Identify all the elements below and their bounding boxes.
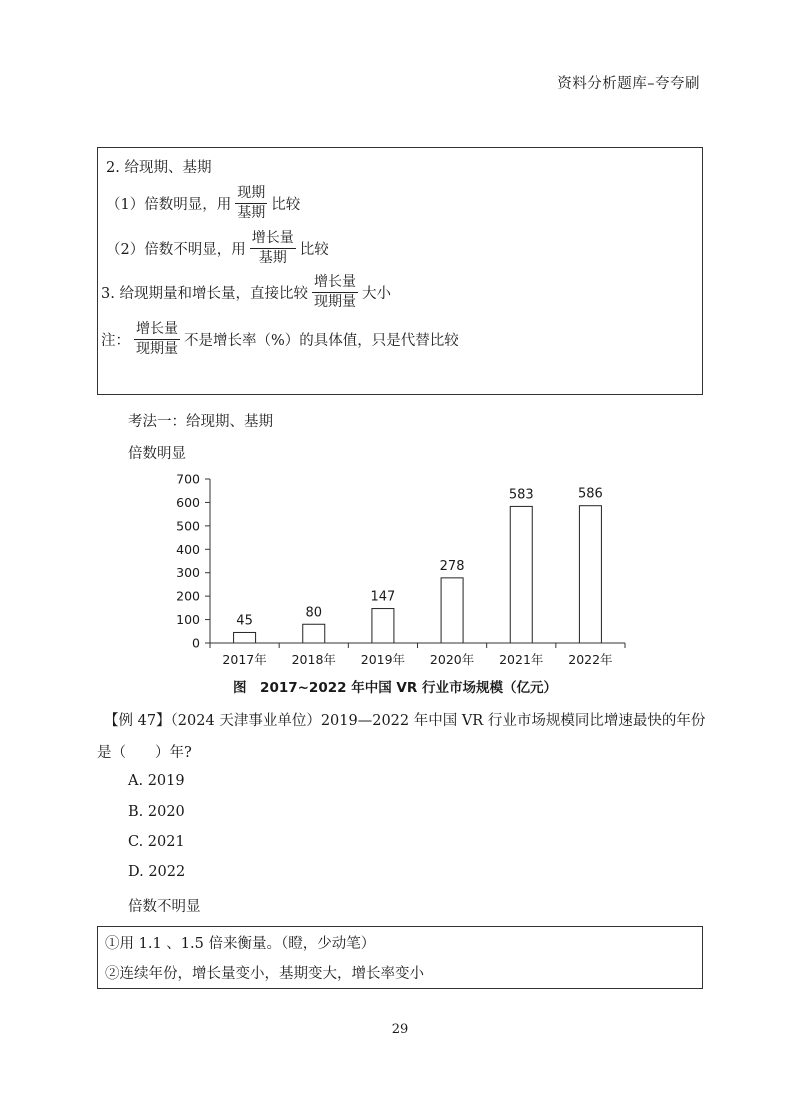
item-2-suffix: 比较 <box>299 242 329 258</box>
option-c[interactable]: C. 2021 <box>128 834 185 850</box>
item-1-suffix: 比较 <box>271 197 301 213</box>
box-item-2 <box>106 229 329 268</box>
item-1-prefix: （1）倍数明显，用 <box>106 197 232 213</box>
x-tick-label: 2018年 <box>291 652 336 667</box>
bar <box>234 632 256 643</box>
item-3-prefix: 3. 给现期量和增长量，直接比较 <box>101 286 308 302</box>
example-question-line-2: 是（ ）年? <box>97 745 192 761</box>
bar <box>510 506 532 643</box>
fraction-denominator: 基期 <box>258 250 287 266</box>
option-b[interactable]: B. 2020 <box>128 804 185 820</box>
y-tick-label: 100 <box>176 612 200 628</box>
bar <box>303 624 325 643</box>
data-label: 586 <box>578 486 603 502</box>
data-label: 278 <box>439 558 465 574</box>
y-tick-label: 700 <box>176 471 200 487</box>
example-question-line-1: 【例 47】（2024 天津事业单位）2019—2022 年中国 VR 行业市场规模同比增速最快的年份 <box>104 713 706 729</box>
method-box <box>97 147 703 395</box>
bar <box>372 609 394 643</box>
bars <box>234 487 603 643</box>
fraction <box>250 229 296 268</box>
item-2-prefix: （2）倍数不明显，用 <box>106 242 246 258</box>
fraction <box>235 184 267 223</box>
fraction <box>134 320 180 359</box>
note-prefix: 注： <box>101 333 130 349</box>
item-3-suffix: 大小 <box>361 286 391 302</box>
data-label: 583 <box>508 487 534 503</box>
x-tick-label: 2019年 <box>360 652 406 667</box>
method-1-heading: 考法一：给现期、基期 <box>128 414 273 430</box>
y-tick-label: 400 <box>176 541 200 557</box>
obvious-heading: 倍数明显 <box>128 446 186 462</box>
fraction-denominator: 现期量 <box>313 294 356 310</box>
option-a[interactable]: A. 2019 <box>128 773 185 789</box>
x-axis <box>210 643 625 667</box>
page-number: 29 <box>391 1022 409 1037</box>
tip-1: ①用 1.1 、1.5 倍来衡量。（瞪，少动笔） <box>105 936 376 952</box>
y-tick-label: 0 <box>192 635 200 651</box>
bar <box>579 506 601 643</box>
option-d[interactable]: D. 2022 <box>128 864 186 880</box>
data-label: 80 <box>305 605 323 621</box>
chart-title: 图 2017~2022 年中国 VR 行业市场规模（亿元） <box>233 680 557 696</box>
data-label: 45 <box>236 613 253 629</box>
box-item-3 <box>101 273 391 312</box>
x-tick-label: 2020年 <box>429 652 475 667</box>
fraction-denominator: 现期量 <box>136 341 178 357</box>
x-tick-label: 2021年 <box>499 652 544 667</box>
tips-box <box>97 926 703 989</box>
x-tick-label: 2022年 <box>568 652 613 667</box>
not-obvious-heading: 倍数不明显 <box>128 899 201 915</box>
note-suffix: 不是增长率（%）的具体值，只是代替比较 <box>184 333 459 349</box>
y-tick-label: 600 <box>176 494 200 510</box>
data-label: 147 <box>370 589 396 605</box>
y-tick-label: 200 <box>176 588 200 604</box>
box-item-1 <box>106 184 300 223</box>
x-tick-label: 2017年 <box>222 652 267 667</box>
fraction-numerator: 增长量 <box>312 273 358 293</box>
fraction-numerator: 增长量 <box>134 320 180 340</box>
fraction-numerator: 增长量 <box>250 229 296 249</box>
box-note <box>101 320 459 359</box>
bar-chart <box>160 465 640 700</box>
fraction-denominator: 基期 <box>237 205 266 221</box>
box-heading: 2. 给现期、基期 <box>106 160 212 176</box>
fraction <box>312 273 358 312</box>
tip-2: ②连续年份，增长量变小，基期变大，增长率变小 <box>105 966 424 982</box>
y-tick-label: 300 <box>176 565 200 581</box>
fraction-numerator: 现期 <box>235 184 267 204</box>
page-header: 资料分析题库–夸夸刷 <box>557 76 700 92</box>
bar <box>441 578 463 643</box>
y-axis <box>176 472 210 651</box>
y-tick-label: 500 <box>176 518 200 534</box>
